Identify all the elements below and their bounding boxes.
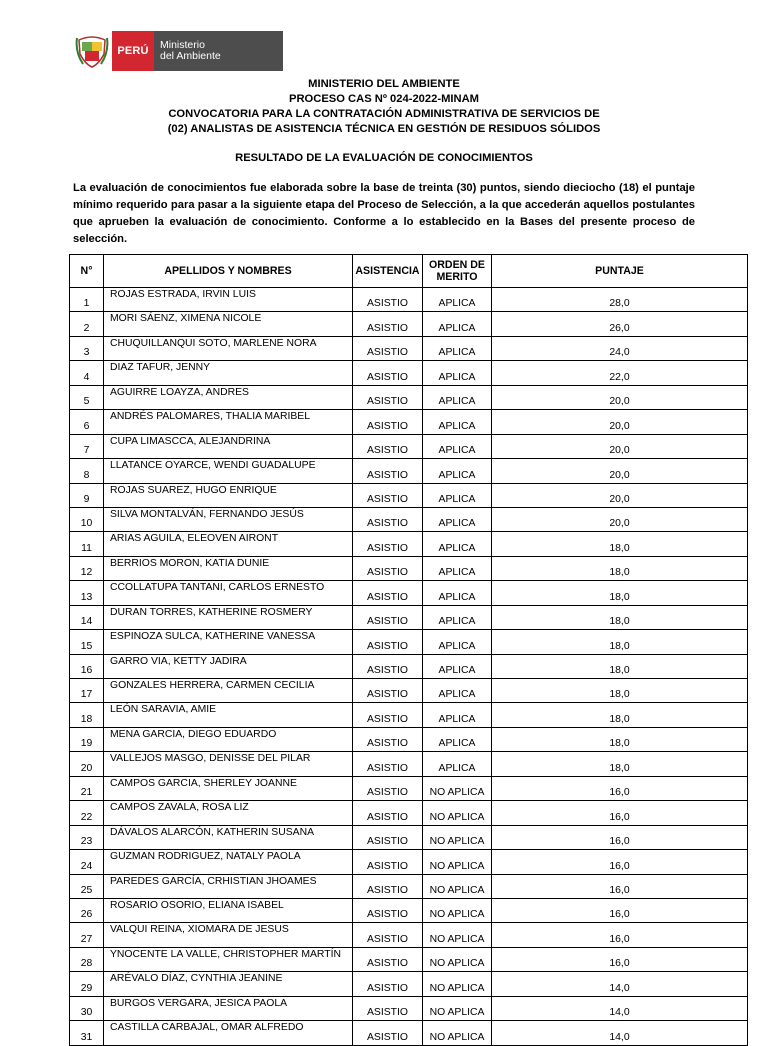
attendance-cell: ASISTIO [353,532,423,556]
score-cell: 16,0 [492,874,748,898]
table-row [70,947,748,971]
merit-cell: APLICA [423,336,492,360]
table-row [70,288,748,312]
applicant-name: DIAZ TAFUR, JENNY [104,361,353,385]
table-row [70,996,748,1020]
attendance-cell: ASISTIO [353,923,423,947]
header-ministry: MINISTERIO DEL AMBIENTE [308,78,460,90]
applicant-name: ESPINOZA SULCA, KATHERINE VANESSA [104,630,353,654]
applicant-name: ROSARIO OSORIO, ELIANA ISABEL [104,898,353,922]
logo-country: PERÚ [112,31,154,71]
applicant-name: ARÉVALO DÍAZ, CYNTHIA JEANINE [104,972,353,996]
results-table [69,254,748,1046]
row-number: 17 [70,679,104,703]
applicant-name: VALLEJOS MASGO, DENISSE DEL PILAR [104,752,353,776]
row-number: 12 [70,556,104,580]
attendance-cell: ASISTIO [353,752,423,776]
table-row [70,336,748,360]
logo-line-1: Ministerio [160,39,205,51]
row-number: 15 [70,630,104,654]
score-cell: 20,0 [492,410,748,434]
row-number: 9 [70,483,104,507]
attendance-cell: ASISTIO [353,630,423,654]
merit-cell: APLICA [423,727,492,751]
score-cell: 16,0 [492,801,748,825]
merit-cell: APLICA [423,385,492,409]
merit-cell: APLICA [423,410,492,434]
table-row [70,776,748,800]
row-number: 7 [70,434,104,458]
attendance-cell: ASISTIO [353,556,423,580]
merit-cell: NO APLICA [423,801,492,825]
row-number: 11 [70,532,104,556]
merit-cell: NO APLICA [423,874,492,898]
attendance-cell: ASISTIO [353,288,423,312]
merit-cell: APLICA [423,581,492,605]
row-number: 25 [70,874,104,898]
row-number: 21 [70,776,104,800]
attendance-cell: ASISTIO [353,801,423,825]
score-cell: 20,0 [492,434,748,458]
row-number: 8 [70,459,104,483]
attendance-cell: ASISTIO [353,825,423,849]
score-cell: 16,0 [492,825,748,849]
merit-cell: APLICA [423,532,492,556]
table-row [70,410,748,434]
table-row [70,434,748,458]
merit-cell: APLICA [423,434,492,458]
table-row [70,507,748,531]
score-cell: 16,0 [492,947,748,971]
attendance-cell: ASISTIO [353,1021,423,1045]
score-cell: 20,0 [492,459,748,483]
score-cell: 18,0 [492,532,748,556]
merit-cell: APLICA [423,507,492,531]
row-number: 26 [70,898,104,922]
table-row [70,654,748,678]
row-number: 19 [70,727,104,751]
logo-ministry-name [154,31,283,71]
score-cell: 24,0 [492,336,748,360]
row-number: 20 [70,752,104,776]
score-cell: 18,0 [492,630,748,654]
attendance-cell: ASISTIO [353,947,423,971]
logo-line-2: del Ambiente [160,50,221,62]
attendance-cell: ASISTIO [353,434,423,458]
applicant-name: CHUQUILLANQUI SOTO, MARLENE NORA [104,336,353,360]
merit-cell: APLICA [423,312,492,336]
applicant-name: ANDRÉS PALOMARES, THALIA MARIBEL [104,410,353,434]
attendance-cell: ASISTIO [353,654,423,678]
score-cell: 14,0 [492,972,748,996]
table-row [70,972,748,996]
applicant-name: GARRO VIA, KETTY JADIRA [104,654,353,678]
row-number: 22 [70,801,104,825]
merit-cell: NO APLICA [423,1021,492,1045]
applicant-name: PAREDES GARCÍA, CRHISTIAN JHOAMES [104,874,353,898]
applicant-name: DURAN TORRES, KATHERINE ROSMERY [104,605,353,629]
column-header-merit: ORDEN DE MERITO [423,255,492,288]
attendance-cell: ASISTIO [353,996,423,1020]
attendance-cell: ASISTIO [353,776,423,800]
merit-cell: NO APLICA [423,776,492,800]
column-header-number: N° [70,255,104,288]
merit-cell: APLICA [423,679,492,703]
score-cell: 18,0 [492,679,748,703]
merit-cell: APLICA [423,630,492,654]
row-number: 1 [70,288,104,312]
score-cell: 20,0 [492,385,748,409]
table-row [70,1021,748,1045]
table-row [70,727,748,751]
attendance-cell: ASISTIO [353,385,423,409]
merit-cell: APLICA [423,556,492,580]
page-subtitle: RESULTADO DE LA EVALUACIÓN DE CONOCIMIENTOS [235,152,533,164]
table-row [70,679,748,703]
table-row [70,556,748,580]
attendance-cell: ASISTIO [353,361,423,385]
merit-cell: NO APLICA [423,923,492,947]
score-cell: 16,0 [492,850,748,874]
score-cell: 22,0 [492,361,748,385]
merit-cell: APLICA [423,703,492,727]
table-row [70,532,748,556]
table-row [70,483,748,507]
applicant-name: ROJAS SUAREZ, HUGO ENRIQUE [104,483,353,507]
row-number: 14 [70,605,104,629]
merit-cell: APLICA [423,752,492,776]
score-cell: 16,0 [492,898,748,922]
applicant-name: BERRIOS MORON, KATIA DUNIE [104,556,353,580]
merit-cell: APLICA [423,483,492,507]
header-process: PROCESO CAS Nº 024-2022-MINAM [289,93,479,105]
attendance-cell: ASISTIO [353,703,423,727]
applicant-name: ROJAS ESTRADA, IRVIN LUIS [104,288,353,312]
attendance-cell: ASISTIO [353,874,423,898]
attendance-cell: ASISTIO [353,312,423,336]
row-number: 18 [70,703,104,727]
attendance-cell: ASISTIO [353,727,423,751]
score-cell: 26,0 [492,312,748,336]
score-cell: 28,0 [492,288,748,312]
row-number: 28 [70,947,104,971]
row-number: 27 [70,923,104,947]
score-cell: 14,0 [492,1021,748,1045]
attendance-cell: ASISTIO [353,459,423,483]
row-number: 10 [70,507,104,531]
score-cell: 18,0 [492,703,748,727]
row-number: 4 [70,361,104,385]
score-cell: 20,0 [492,483,748,507]
attendance-cell: ASISTIO [353,410,423,434]
merit-cell: NO APLICA [423,898,492,922]
table-row [70,703,748,727]
applicant-name: CUPA LIMASCCA, ALEJANDRINA [104,434,353,458]
merit-cell: APLICA [423,288,492,312]
score-cell: 18,0 [492,581,748,605]
row-number: 30 [70,996,104,1020]
attendance-cell: ASISTIO [353,850,423,874]
row-number: 3 [70,336,104,360]
merit-cell: APLICA [423,361,492,385]
applicant-name: DÁVALOS ALARCÓN, KATHERIN SUSANA [104,825,353,849]
applicant-name: MORI SÁENZ, XIMENA NICOLE [104,312,353,336]
applicant-name: GUZMAN RODRIGUEZ, NATALY PAOLA [104,850,353,874]
table-row [70,385,748,409]
table-row [70,581,748,605]
row-number: 29 [70,972,104,996]
table-header-row [70,255,748,288]
merit-cell: NO APLICA [423,850,492,874]
peru-coat-of-arms-icon [72,31,112,71]
attendance-cell: ASISTIO [353,972,423,996]
merit-cell: NO APLICA [423,825,492,849]
merit-cell: APLICA [423,654,492,678]
applicant-name: CASTILLA CARBAJAL, OMAR ALFREDO [104,1021,353,1045]
merit-cell: APLICA [423,459,492,483]
table-row [70,825,748,849]
row-number: 31 [70,1021,104,1045]
attendance-cell: ASISTIO [353,483,423,507]
applicant-name: CAMPOS GARCIA, SHERLEY JOANNE [104,776,353,800]
score-cell: 18,0 [492,556,748,580]
applicant-name: LEÓN SARAVIA, AMIE [104,703,353,727]
table-row [70,605,748,629]
header-positions: (02) ANALISTAS DE ASISTENCIA TÉCNICA EN GESTIÓN DE RESIDUOS SÓLIDOS [167,123,601,135]
applicant-name: SILVA MONTALVÁN, FERNANDO JESÚS [104,507,353,531]
attendance-cell: ASISTIO [353,898,423,922]
row-number: 6 [70,410,104,434]
column-header-score: PUNTAJE [492,255,748,288]
applicant-name: BURGOS VERGARA, JESICA PAOLA [104,996,353,1020]
attendance-cell: ASISTIO [353,507,423,531]
merit-cell: NO APLICA [423,947,492,971]
attendance-cell: ASISTIO [353,336,423,360]
column-header-name: APELLIDOS Y NOMBRES [104,255,353,288]
applicant-name: YNOCENTE LA VALLE, CHRISTOPHER MARTÍN [104,947,353,971]
score-cell: 18,0 [492,654,748,678]
ministry-logo [72,31,283,71]
score-cell: 16,0 [492,776,748,800]
table-row [70,874,748,898]
attendance-cell: ASISTIO [353,605,423,629]
attendance-cell: ASISTIO [353,679,423,703]
row-number: 2 [70,312,104,336]
table-row [70,898,748,922]
score-cell: 18,0 [492,605,748,629]
row-number: 13 [70,581,104,605]
table-row [70,752,748,776]
score-cell: 16,0 [492,923,748,947]
column-header-attendance: ASISTENCIA [353,255,423,288]
score-cell: 20,0 [492,507,748,531]
merit-cell: NO APLICA [423,972,492,996]
table-row [70,312,748,336]
applicant-name: CCOLLATUPA TANTANI, CARLOS ERNESTO [104,581,353,605]
score-cell: 18,0 [492,727,748,751]
applicant-name: MENA GARCIA, DIEGO EDUARDO [104,727,353,751]
applicant-name: VALQUI REINA, XIOMARA DE JESUS [104,923,353,947]
table-row [70,923,748,947]
table-row [70,459,748,483]
applicant-name: CAMPOS ZAVALA, ROSA LIZ [104,801,353,825]
row-number: 5 [70,385,104,409]
table-row [70,361,748,385]
header-call: CONVOCATORIA PARA LA CONTRATACIÓN ADMINISTRATIVA DE SERVICIOS DE [168,108,600,120]
applicant-name: LLATANCE OYARCE, WENDI GUADALUPE [104,459,353,483]
score-cell: 14,0 [492,996,748,1020]
applicant-name: AGUIRRE LOAYZA, ANDRES [104,385,353,409]
table-row [70,630,748,654]
merit-cell: NO APLICA [423,996,492,1020]
applicant-name: GONZALES HERRERA, CARMEN CECILIA [104,679,353,703]
table-row [70,801,748,825]
applicant-name: ARIAS AGUILA, ELEOVEN AIRONT [104,532,353,556]
row-number: 16 [70,654,104,678]
score-cell: 18,0 [492,752,748,776]
attendance-cell: ASISTIO [353,581,423,605]
row-number: 24 [70,850,104,874]
table-row [70,850,748,874]
intro-paragraph: La evaluación de conocimientos fue elaborada sobre la base de treinta (30) puntos, siendo dieciocho (18) el puntaje mínimo requerido para pasar a la siguiente etapa del Proceso de Selección, a la que accederán aquellos postulantes que aprueben la evaluación de conocimiento. Conforme a lo establecido en la Bases del presente proceso de selección. [73,182,695,245]
merit-cell: APLICA [423,605,492,629]
row-number: 23 [70,825,104,849]
